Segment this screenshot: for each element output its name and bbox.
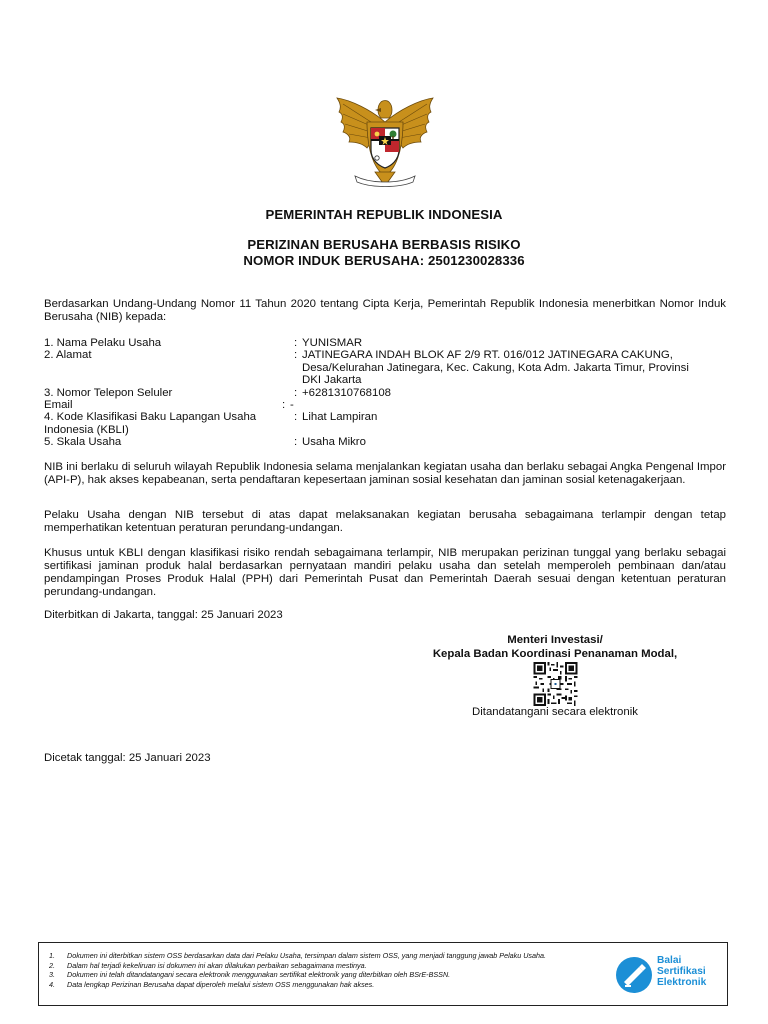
field-label: Email (44, 399, 73, 412)
field-colon: : (294, 411, 298, 424)
note-text: Dokumen ini diterbitkan sistem OSS berdasarkan data dari Pelaku Usaha, tersimpan dalam sistem OSS, yang menjadi tanggung jawab Pelaku Usaha. (67, 951, 547, 960)
field-row-scale (44, 436, 744, 448)
bsre-icon (615, 956, 653, 994)
validity-paragraph: NIB ini berlaku di seluruh wilayah Republik Indonesia selama menjalankan kegiatan usaha dan berlaku sebagai Angka Pengenal Impor (API-P), hak akses kepabeanan, serta pendaftaran kepesertaan jaminan sosial kesehatan dan jaminan sosial ketenagakerjaan. (44, 461, 726, 486)
bsre-wordmark (657, 955, 706, 989)
bsre-word: Elektronik (657, 977, 707, 989)
field-colon: : (294, 337, 298, 349)
note-number: 4. (49, 979, 55, 989)
halal-paragraph: Khusus untuk KBLI dengan klasifikasi risiko rendah sebagaimana terlampir, NIB merupakan perizinan tunggal yang berlaku sebagai sertifikasi jaminan produk halal berdasarkan pernyataan mandiri pelaku usaha dan setelah memperoleh pembinaan dan/atau pendampingan Proses Produk Halal (PPH) dari Pemerintah Pusat dan Pemerintah Daerah sesuai dengan ketentuan peraturan perundang-undangan. (44, 547, 726, 598)
field-label: 5. Skala Usaha (44, 436, 122, 449)
field-row-name (44, 337, 744, 349)
signatory-title-line1: Menteri Investasi/ (507, 634, 603, 646)
field-value: JATINEGARA INDAH BLOK AF 2/9 RT. 016/012 JATINEGARA CAKUNG, Desa/Kelurahan Jatinegara, Kec. Cakung, Kota Adm. Jakarta Timur, Provinsi DKI Jakarta (302, 349, 689, 387)
field-label: 1. Nama Pelaku Usaha (44, 337, 162, 349)
field-row-kbli (44, 411, 744, 436)
footer-notes (49, 951, 614, 989)
document-title: PERIZINAN BERUSAHA BERBASIS RISIKO (247, 237, 521, 252)
nib-number: NOMOR INDUK BERUSAHA: 2501230028336 (243, 253, 525, 268)
activity-paragraph: Pelaku Usaha dengan NIB tersebut di atas dapat melaksanakan kegiatan berusaha sebagaimana terlampir dengan tetap memperhatikan ketentuan peraturan perundang-undangan. (44, 509, 726, 534)
note-number: 2. (49, 960, 55, 970)
government-heading: PEMERINTAH REPUBLIK INDONESIA (265, 207, 503, 222)
field-colon: : (282, 399, 286, 412)
field-value: - (290, 399, 294, 412)
field-label: 3. Nomor Telepon Seluler (44, 386, 173, 399)
field-colon: : (294, 349, 298, 362)
bsre-logo (615, 953, 723, 997)
footer-note (49, 980, 614, 990)
business-details (44, 337, 744, 449)
intro-paragraph: Berdasarkan Undang-Undang Nomor 11 Tahun 2020 tentang Cipta Kerja, Pemerintah Republik Indonesia menerbitkan Nomor Induk Berusaha (NIB) kepada: (44, 298, 726, 323)
electronic-signature-note: Ditandatangani secara elektronik (472, 706, 638, 718)
field-colon: : (294, 436, 298, 449)
footer-note (49, 961, 614, 971)
field-value: Lihat Lampiran (302, 411, 378, 424)
field-value: +6281310768108 (302, 386, 392, 399)
field-value: YUNISMAR (302, 337, 363, 349)
note-text: Dalam hal terjadi kekeliruan isi dokumen ini akan dilakukan perbaikan sebagaimana mestinya. (67, 960, 367, 970)
footer-note (49, 970, 614, 980)
field-label: 4. Kode Klasifikasi Baku Lapangan Usaha Indonesia (KBLI) (44, 411, 257, 436)
bsre-word: Balai (657, 955, 682, 966)
field-label: 2. Alamat (44, 349, 92, 362)
note-text: Dokumen ini telah ditandatangani secara elektronik menggunakan sertifikat elektronik yang diterbitkan oleh BSrE-BSSN. (67, 970, 451, 980)
garuda-pancasila-emblem (331, 92, 439, 192)
note-text: Data lengkap Perizinan Berusaha dapat diperoleh melalui sistem OSS menggunakan hak akses. (67, 979, 375, 989)
note-number: 3. (49, 970, 55, 980)
printed-date: Dicetak tanggal: 25 Januari 2023 (44, 752, 211, 764)
signatory-title-line2: Kepala Badan Koordinasi Penanaman Modal, (432, 648, 678, 660)
note-number: 1. (49, 951, 55, 960)
footer-note (49, 951, 614, 961)
field-row-email (44, 399, 744, 411)
footer-notes-box (38, 942, 728, 1006)
field-colon: : (294, 386, 298, 399)
field-row-phone (44, 387, 744, 399)
field-value: Usaha Mikro (302, 436, 366, 449)
signature-qr-code[interactable] (533, 662, 578, 706)
issued-date: Diterbitkan di Jakarta, tanggal: 25 Januari 2023 (44, 609, 283, 621)
bsre-word: Sertifikasi (657, 966, 706, 978)
field-row-address (44, 349, 744, 386)
